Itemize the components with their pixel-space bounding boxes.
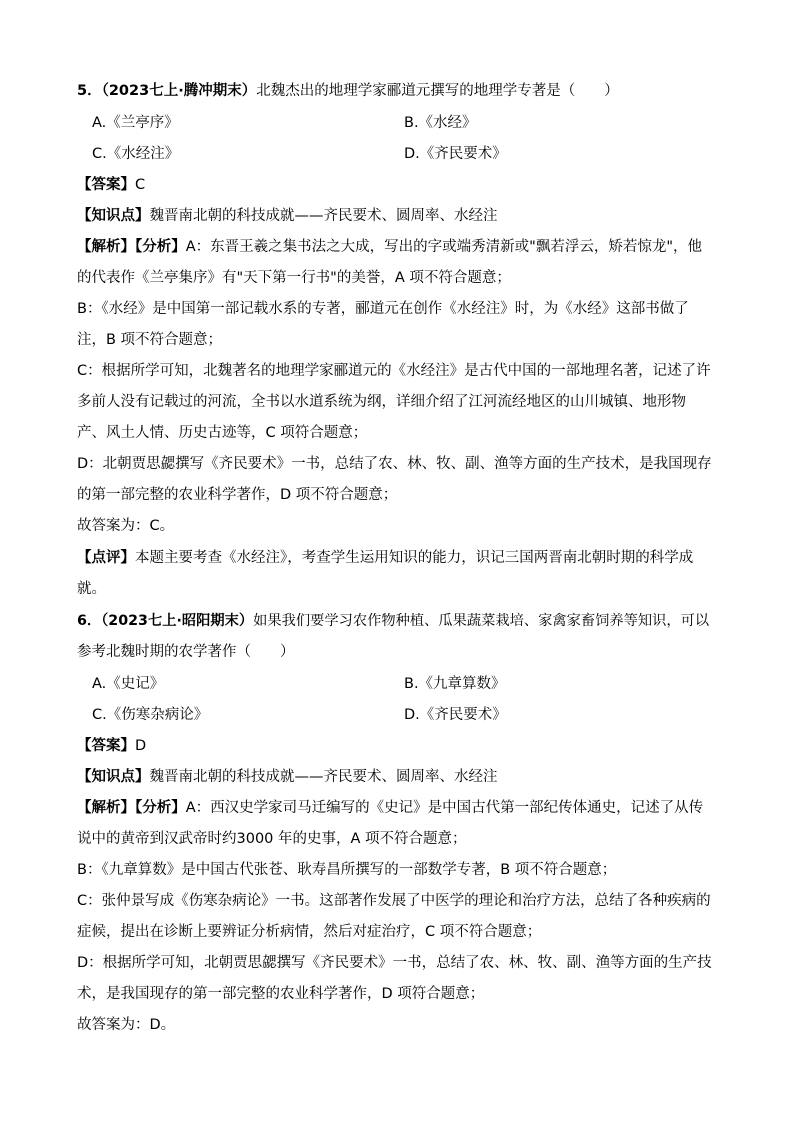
analysis-tag: 【解析】【分析】 (77, 239, 186, 255)
analysis-line: 的代表作《兰亭集序》有"天下第一行书"的美誉，A 项不符合题意； (77, 270, 511, 286)
question-number: 6． (77, 613, 102, 629)
knowledge-point-tag: 【知识点】 (77, 769, 150, 785)
analysis-line: B：《水经》是中国第一部记载水系的专著，郦道元在创作《水经注》时，为《水经》这部书做了 (77, 301, 689, 317)
knowledge-point-line (77, 206, 717, 226)
analysis-line (77, 237, 717, 257)
question-number: 5． (77, 83, 102, 99)
analysis-text: A：西汉史学家司马迁编写的《史记》是中国古代第一部纪传体通史，记述了从传 (185, 800, 704, 816)
analysis-line: 说中的黄帝到汉武帝时约3000 年的史事，A 项不符合题意； (77, 831, 467, 847)
analysis-line: 的第一部完整的农业科学著作，D 项不符合题意； (77, 487, 398, 503)
option-a: A.《兰亭序》 (92, 115, 179, 131)
knowledge-point-tag: 【知识点】 (77, 208, 150, 224)
knowledge-point-line (77, 767, 717, 787)
analysis-line: 故答案为：C。 (77, 518, 175, 534)
option-c: C.《伤寒杂病论》 (92, 707, 209, 723)
question-6-stem (77, 611, 717, 631)
answer-tag: 【答案】 (77, 177, 135, 193)
analysis-line: 产、风土人情、历史古迹等，C 项符合题意； (77, 425, 368, 441)
question-source: （2023七上·腾冲期末） (101, 83, 257, 99)
question-5-stem (77, 81, 717, 101)
option-d: D.《齐民要术》 (404, 146, 507, 162)
question-text: 北魏杰出的地理学家郦道元撰写的地理学专著是（ ） (256, 83, 619, 99)
analysis-line: 注，B 项不符合题意； (77, 332, 223, 348)
analysis-line: D：根据所学可知，北朝贾思勰撰写《齐民要术》一书，总结了农、林、牧、副、渔等方面的生产技 (77, 955, 712, 971)
analysis-line: 术，是我国现存的第一部完整的农业科学著作，D 项符合题意； (77, 986, 485, 1002)
option-b: B.《九章算数》 (404, 676, 506, 692)
analysis-line (77, 798, 717, 818)
option-c: C.《水经注》 (92, 146, 180, 162)
knowledge-point-text: 魏晋南北朝的科技成就——齐民要术、圆周率、水经注 (149, 769, 498, 785)
answer-value: D (135, 738, 147, 754)
analysis-text: A：东晋王羲之集书法之大成，写出的字或端秀清新或"飘若浮云，矫若惊龙"，他 (185, 239, 703, 255)
comment-line: 就。 (77, 581, 106, 597)
analysis-line: 故答案为：D。 (77, 1017, 176, 1033)
answer-value: C (135, 177, 146, 193)
knowledge-point-text: 魏晋南北朝的科技成就——齐民要术、圆周率、水经注 (149, 208, 498, 224)
analysis-line: B：《九章算数》是中国古代张苍、耿寿昌所撰写的一部数学专著，B 项不符合题意； (77, 862, 617, 878)
analysis-line: 症候，提出在诊断上要辨证分析病情，然后对症治疗，C 项不符合题意； (77, 924, 542, 940)
comment-tag: 【点评】 (77, 550, 135, 566)
option-a: A.《史记》 (92, 676, 165, 692)
answer-tag: 【答案】 (77, 738, 135, 754)
question-text: 如果我们要学习农作物种植、瓜果蔬菜栽培、家禽家畜饲养等知识，可以 (253, 613, 710, 629)
question-text: 参考北魏时期的农学著作（ ） (77, 644, 295, 660)
analysis-line: 多前人没有记载过的河流，全书以水道系统为纲，详细介绍了江河流经地区的山川城镇、地形物 (77, 394, 686, 410)
analysis-tag: 【解析】【分析】 (77, 800, 186, 816)
analysis-line: C：根据所学可知，北魏著名的地理学家郦道元的《水经注》是古代中国的一部地理名著，记述了许 (77, 363, 711, 379)
comment-line (77, 548, 717, 568)
question-source: （2023七上·昭阳期末） (101, 613, 254, 629)
analysis-line: C：张仲景写成《伤寒杂病论》一书。这部著作发展了中医学的理论和治疗方法，总结了各种疾病的 (77, 893, 711, 909)
analysis-line: D：北朝贾思勰撰写《齐民要术》一书，总结了农、林、牧、副、渔等方面的生产技术，是我国现存 (77, 456, 712, 472)
comment-text: 本题主要考查《水经注》，考查学生运用知识的能力，识记三国两晋南北朝时期的科学成 (135, 550, 694, 566)
answer-line (77, 175, 717, 195)
option-b: B.《水经》 (404, 115, 477, 131)
option-d: D.《齐民要术》 (404, 707, 507, 723)
answer-line (77, 736, 717, 756)
